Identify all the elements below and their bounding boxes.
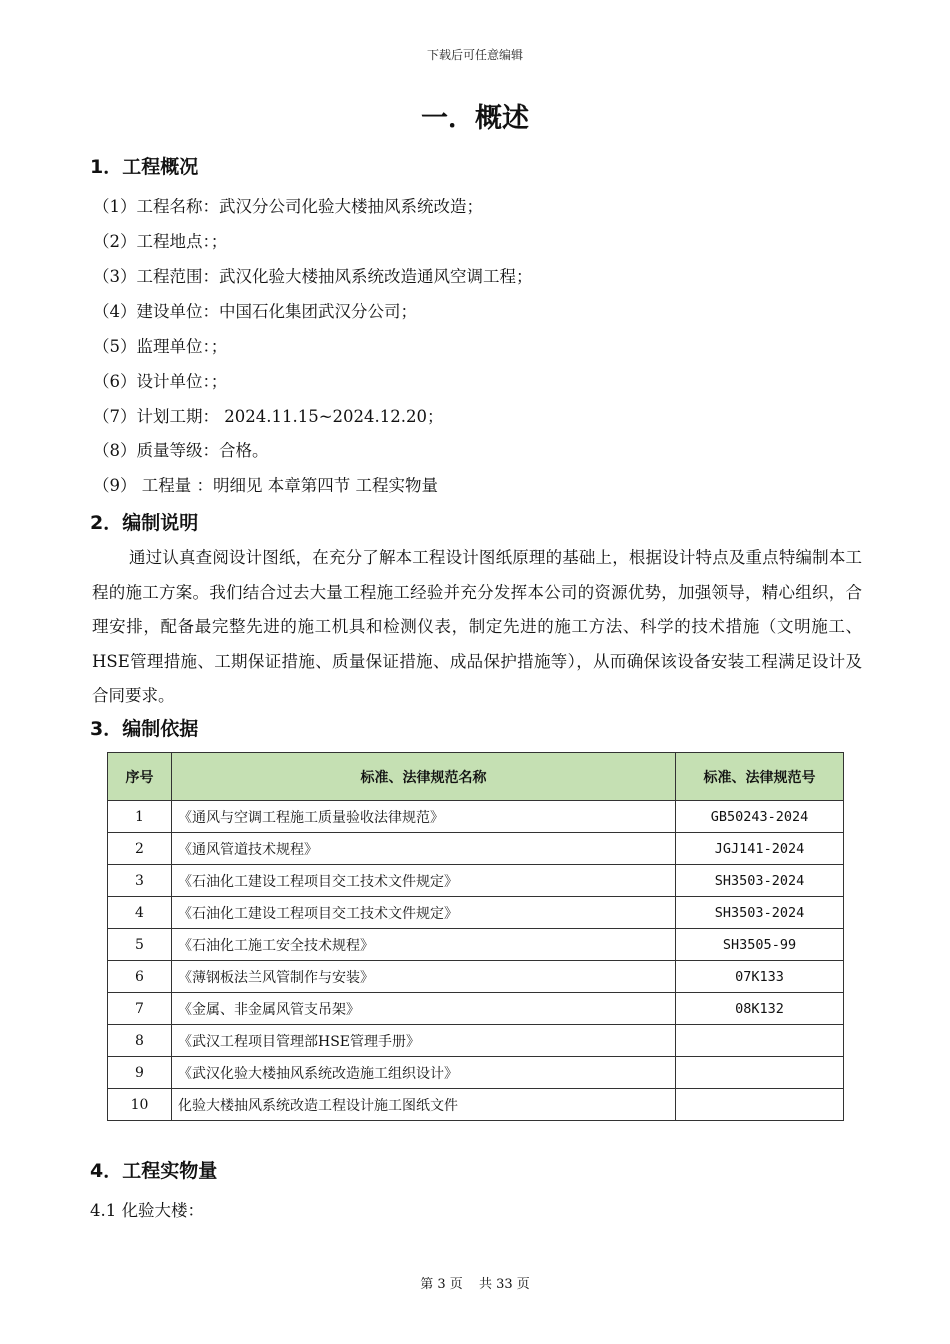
table-row [108,801,844,833]
standard-code [676,1057,844,1089]
chapter-title: 一．概述 [421,103,529,134]
row-number: 7 [108,993,172,1025]
overview-item: （1）工程名称：武汉分公司化验大楼抽风系统改造； [93,197,483,216]
table-row [108,865,844,897]
row-number: 6 [108,961,172,993]
section-heading-quantities: 4．工程实物量 [90,1160,218,1182]
overview-item: （5）监理单位：； [93,337,228,356]
table-row [108,833,844,865]
standard-code: 07K133 [676,961,844,993]
row-number: 9 [108,1057,172,1089]
standard-name: 《武汉化验大楼抽风系统改造施工组织设计》 [172,1057,676,1089]
standard-name: 《石油化工施工安全技术规程》 [172,929,676,961]
row-number: 4 [108,897,172,929]
overview-item: （8）质量等级：合格。 [93,441,269,460]
row-number: 10 [108,1089,172,1121]
standard-name: 《薄钢板法兰风管制作与安装》 [172,961,676,993]
overview-item: （9） 工程量 ：明细见 本章第四节 工程实物量 [93,476,438,495]
page-number: 第 3 页 [420,1277,463,1292]
standard-code [676,1089,844,1121]
section-heading-overview: 1．工程概况 [90,156,199,178]
column-header-name: 标准、法律规范名称 [172,753,676,801]
subsection-heading: 4.1 化验大楼： [90,1201,204,1220]
table-row [108,1025,844,1057]
row-number: 5 [108,929,172,961]
standard-code: 08K132 [676,993,844,1025]
row-number: 8 [108,1025,172,1057]
basis-table [107,752,844,1121]
column-header-number: 序号 [108,753,172,801]
section-heading-description: 2．编制说明 [90,512,199,534]
standard-name: 《通风与空调工程施工质量验收法律规范》 [172,801,676,833]
table-row [108,929,844,961]
overview-item: （6）设计单位：； [93,372,228,391]
table-row [108,961,844,993]
section-heading-basis: 3．编制依据 [90,718,199,740]
standard-code: SH3503-2024 [676,865,844,897]
table-row [108,993,844,1025]
table-row [108,1089,844,1121]
overview-item: （2）工程地点：； [93,232,228,251]
description-paragraph: 通过认真查阅设计图纸，在充分了解本工程设计图纸原理的基础上，根据设计特点及重点特编制本工程的施工方案。我们结合过去大量工程施工经验并充分发挥本公司的资源优势，加强领导，精心组织，合理安排，配备最完整先进的施工机具和检测仪表，制定先进的施工方法、科学的技术措施（文明施工、HSE管理措施、工期保证措施、质量保证措施、成品保护措施等），从而确保该设备安装工程满足设计及合同要求。 [92,548,862,705]
row-number: 1 [108,801,172,833]
column-header-code: 标准、法律规范号 [676,753,844,801]
row-number: 2 [108,833,172,865]
standard-code: SH3503-2024 [676,897,844,929]
table-row [108,1057,844,1089]
standard-name: 《石油化工建设工程项目交工技术文件规定》 [172,865,676,897]
table-header-row [108,753,844,801]
standard-name: 《金属、非金属风管支吊架》 [172,993,676,1025]
standard-code: SH3505-99 [676,929,844,961]
table-row [108,897,844,929]
standard-code [676,1025,844,1057]
overview-item: （3）工程范围：武汉化验大楼抽风系统改造通风空调工程； [93,267,533,286]
standard-code: JGJ141-2024 [676,833,844,865]
overview-item: （4）建设单位：中国石化集团武汉分公司； [93,302,417,321]
standard-name: 《武汉工程项目管理部HSE管理手册》 [172,1025,676,1057]
page-footer [0,1273,950,1292]
row-number: 3 [108,865,172,897]
standard-name: 《通风管道技术规程》 [172,833,676,865]
standard-name: 化验大楼抽风系统改造工程设计施工图纸文件 [172,1089,676,1121]
standard-code: GB50243-2024 [676,801,844,833]
header-note: 下载后可任意编辑 [426,48,523,62]
total-pages: 共 33 页 [478,1277,530,1292]
overview-item: （7）计划工期： 2024.11.15~2024.12.20； [93,407,444,426]
standard-name: 《石油化工建设工程项目交工技术文件规定》 [172,897,676,929]
